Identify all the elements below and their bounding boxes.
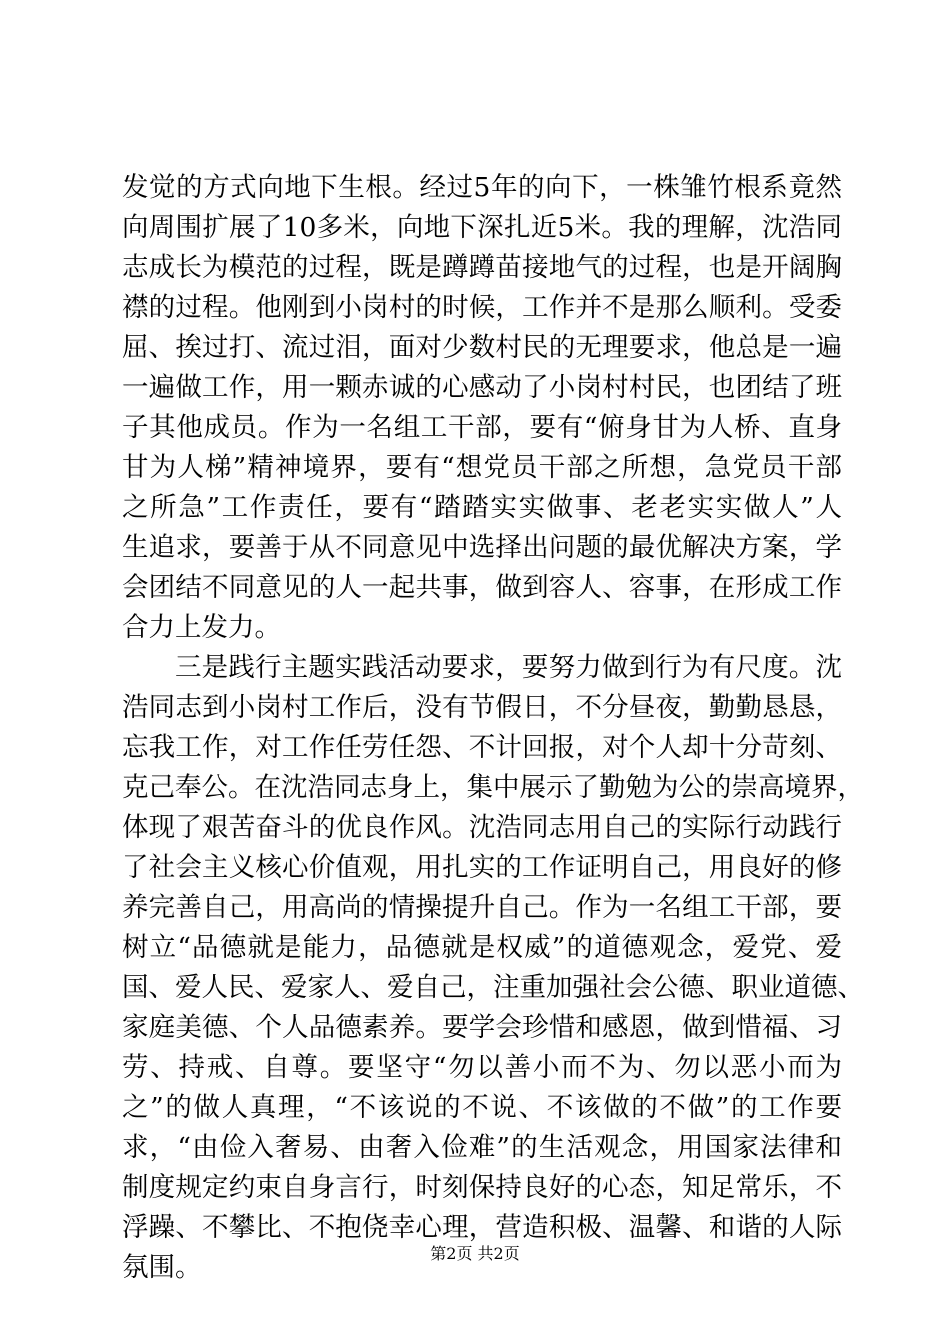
text-line: 家庭美德、个人品德素养。要学会珍惜和感恩，做到惜福、习 — [122, 1012, 842, 1043]
text-line: 忘我工作，对工作任劳任怨、不计回报，对个人却十分苛刻、 — [122, 732, 842, 763]
text-line: 之所急”工作责任，要有“踏踏实实做事、老老实实做人”人 — [122, 492, 842, 523]
text-line: 屈、挨过打、流过泪，面对少数村民的无理要求，他总是一遍 — [122, 332, 842, 363]
page-footer — [0, 1244, 950, 1264]
text-line: 氛围。 — [122, 1252, 202, 1283]
text-line: 发觉的方式向地下生根。经过5年的向下，一株雏竹根系竟然 — [122, 172, 842, 203]
text-line: 三是践行主题实践活动要求，要努力做到行为有尺度。沈 — [175, 652, 842, 683]
text-line: 甘为人梯”精神境界，要有“想党员干部之所想，急党员干部 — [122, 452, 842, 483]
text-line: 求，“由俭入奢易、由奢入俭难”的生活观念，用国家法律和 — [122, 1132, 842, 1163]
paragraph-three — [122, 648, 864, 1288]
text-line: 襟的过程。他刚到小岗村的时候，工作并不是那么顺利。受委 — [122, 292, 842, 323]
text-line: 生追求，要善于从不同意见中选择出问题的最优解决方案，学 — [122, 532, 842, 563]
text-line: 会团结不同意见的人一起共事，做到容人、容事，在形成工作 — [122, 572, 842, 603]
text-line: 国、爱人民、爱家人、爱自己，注重加强社会公德、职业道德、 — [122, 972, 864, 1003]
text-line: 克己奉公。在沈浩同志身上，集中展示了勤勉为公的崇高境界， — [122, 772, 864, 803]
text-line: 一遍做工作，用一颗赤诚的心感动了小岗村村民，也团结了班 — [122, 372, 842, 403]
text-line: 之”的做人真理，“不该说的不说、不该做的不做”的工作要 — [122, 1092, 842, 1123]
text-line: 体现了艰苦奋斗的优良作风。沈浩同志用自己的实际行动践行 — [122, 812, 842, 843]
paragraph-continued — [122, 168, 842, 648]
text-line: 浩同志到小岗村工作后，没有节假日，不分昼夜，勤勤恳恳， — [122, 692, 842, 723]
text-line: 志成长为模范的过程，既是蹲蹲苗接地气的过程，也是开阔胸 — [122, 252, 842, 283]
text-line: 劳、持戒、自尊。要坚守“勿以善小而不为、勿以恶小而为 — [122, 1052, 842, 1083]
page-number-label: 第2页 共2页 — [430, 1244, 520, 1263]
text-line: 树立“品德就是能力，品德就是权威”的道德观念，爱党、爱 — [122, 932, 842, 963]
text-line: 向周围扩展了10多米，向地下深扎近5米。我的理解，沈浩同 — [122, 212, 842, 243]
text-line: 养完善自己，用高尚的情操提升自己。作为一名组工干部，要 — [122, 892, 842, 923]
document-body — [122, 168, 864, 1288]
text-line: 了社会主义核心价值观，用扎实的工作证明自己，用良好的修 — [122, 852, 842, 883]
text-line: 浮躁、不攀比、不抱侥幸心理，营造积极、温馨、和谐的人际 — [122, 1212, 842, 1243]
text-line: 合力上发力。 — [122, 612, 281, 643]
text-line: 子其他成员。作为一名组工干部，要有“俯身甘为人桥、直身 — [122, 412, 842, 443]
text-line: 制度规定约束自身言行，时刻保持良好的心态，知足常乐，不 — [122, 1172, 842, 1203]
